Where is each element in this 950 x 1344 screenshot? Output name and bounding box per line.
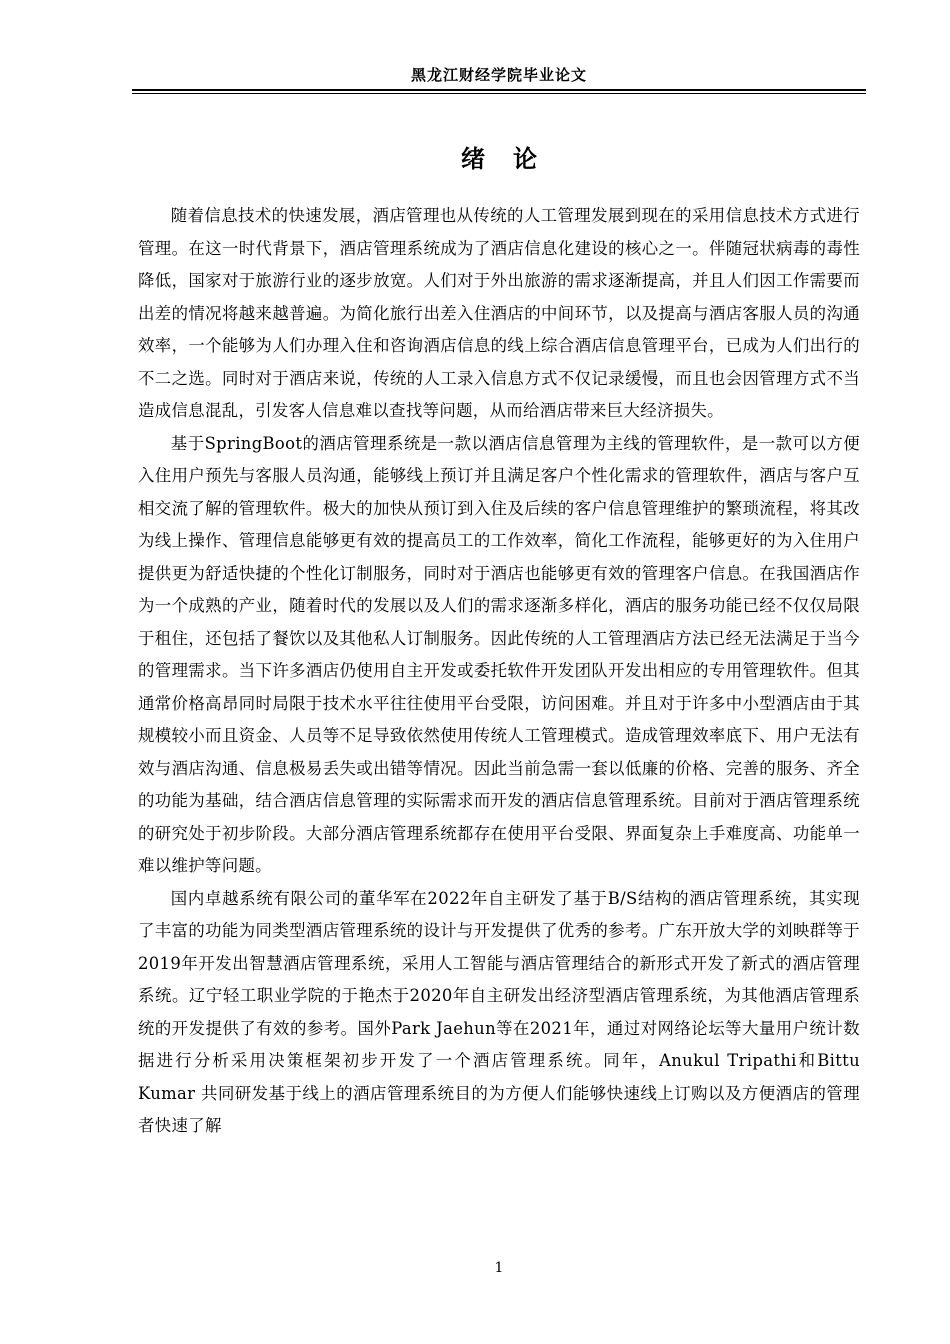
paragraph-3: 国内卓越系统有限公司的董华军在2022年自主研发了基于B/S结构的酒店管理系统，其实现了丰富的功能为同类型酒店管理系统的设计与开发提供了优秀的参考。广东开放大学的刘映群等于2019年开发出智慧酒店管理系统，采用人工智能与酒店管理结合的新形式开发了新式的酒店管理系统。辽宁轻工职业学院的于艳杰于2020年自主研发出经济型酒店管理系统，为其他酒店管理系统的开发提供了有效的参考。国外Park Jaehun等在2021年，通过对网络论坛等大量用户统计数据进行分析采用决策框架初步开发了一个酒店管理系统。同年，Anukul Tripathi和Bittu Kumar 共同研发基于线上的酒店管理系统目的为方便人们能够快速线上订购以及方便酒店的管理者快速了解	[138, 888, 860, 1135]
header-rule-thick	[132, 89, 866, 91]
running-header: 黑龙江财经学院毕业论文	[410, 66, 587, 84]
header-rule-thin	[132, 93, 866, 94]
page-number: 1	[494, 1260, 504, 1276]
body-text	[138, 200, 860, 1143]
page-title: 绪论	[461, 144, 565, 173]
paragraph-1: 随着信息技术的快速发展，酒店管理也从传统的人工管理发展到现在的采用信息技术方式进行管理。在这一时代背景下，酒店管理系统成为了酒店信息化建设的核心之一。伴随冠状病毒的毒性降低，国家对于旅游行业的逐步放宽。人们对于外出旅游的需求逐渐提高，并且人们因工作需要而出差的情况将越来越普遍。为简化旅行出差入住酒店的中间环节，以及提高与酒店客服人员的沟通效率，一个能够为人们办理入住和咨询酒店信息的线上综合酒店信息管理平台，已成为人们出行的不二之选。同时对于酒店来说，传统的人工录入信息方式不仅记录缓慢，而且也会因管理方式不当造成信息混乱，引发客人信息难以查找等问题，从而给酒店带来巨大经济损失。	[138, 206, 860, 420]
paragraph-2: 基于SpringBoot的酒店管理系统是一款以酒店信息管理为主线的管理软件，是一款可以方便入住用户预先与客服人员沟通，能够线上预订并且满足客户个性化需求的管理软件，酒店与客户互相交流了解的管理软件。极大的加快从预订到入住及后续的客户信息管理维护的繁琐流程，将其改为线上操作、管理信息能够更有效的提高员工的工作效率，简化工作流程，能够更好的为入住用户提供更为舒适快捷的个性化订制服务，同时对于酒店也能够更有效的管理客户信息。在我国酒店作为一个成熟的产业，随着时代的发展以及人们的需求逐渐多样化，酒店的服务功能已经不仅仅局限于租住，还包括了餐饮以及其他私人订制服务。因此传统的人工管理酒店方法已经无法满足于当今的管理需求。当下许多酒店仍使用自主开发或委托软件开发团队开发出相应的专用管理软件。但其通常价格高昂同时局限于技术水平往往使用平台受限，访问困难。并且对于许多中小型酒店由于其规模较小而且资金、人员等不足导致依然使用传统人工管理模式。造成管理效率底下、用户无法有效与酒店沟通、信息极易丢失或出错等情况。因此当前急需一套以低廉的价格、完善的服务、齐全的功能为基础，结合酒店信息管理的实际需求而开发的酒店信息管理系统。目前对于酒店管理系统的研究处于初步阶段。大部分酒店管理系统都存在使用平台受限、界面复杂上手难度高、功能单一难以维护等问题。	[138, 433, 860, 875]
